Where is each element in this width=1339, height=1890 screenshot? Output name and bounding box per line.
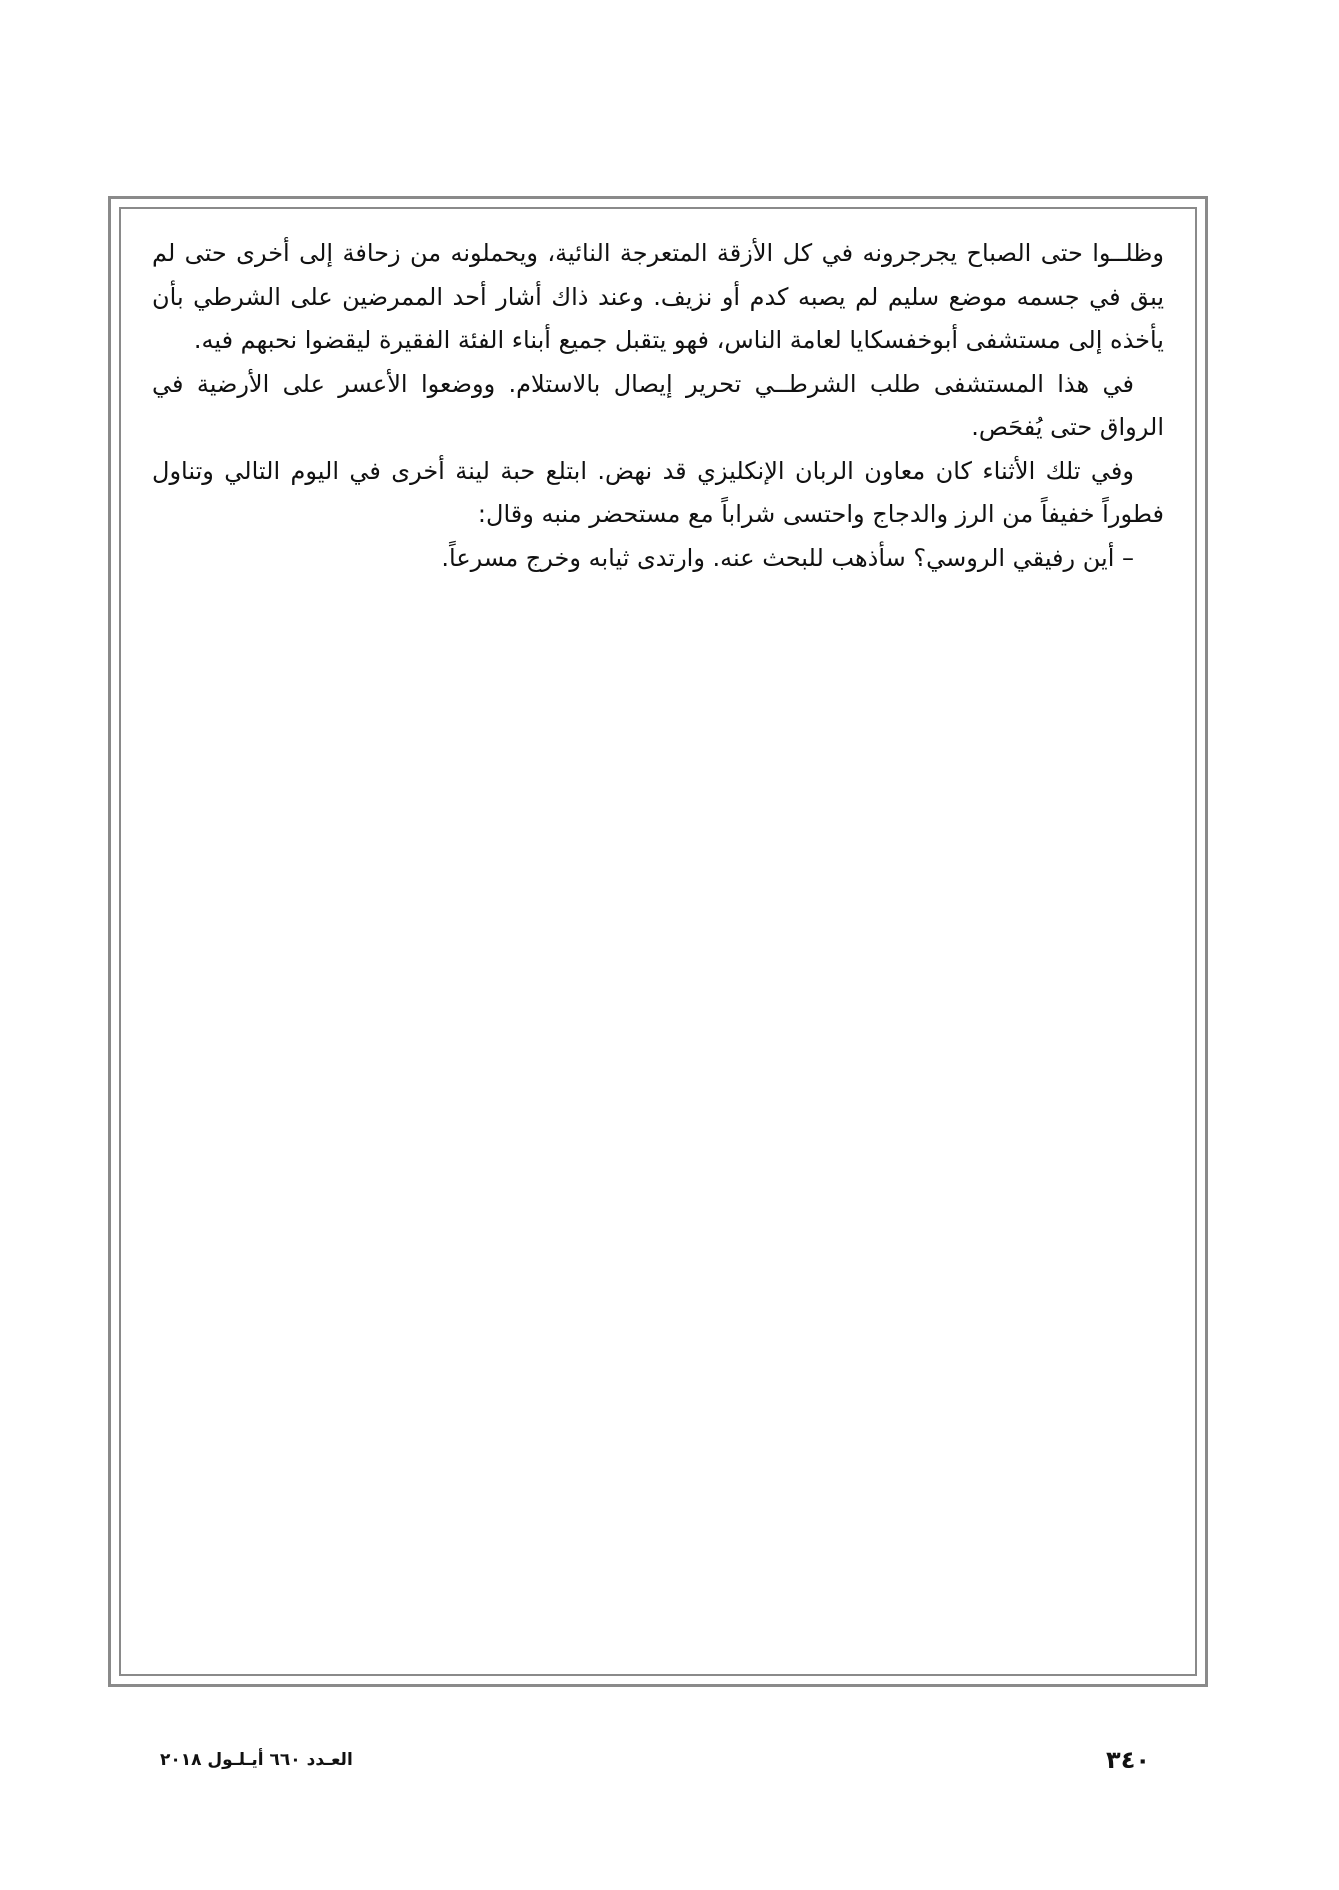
paragraph-1: وظلــوا حتى الصباح يجرجرونه في كل الأزقة المتعرجة النائية، ويحملونه من زحافة إلى أخرى حتى لم يبق في جسمه موضع سليم لم يصبه كدم أو نزيف. وعند ذاك أشار أحد الممرضين على الشرطي بأن يأخذه إلى مستشفى أبوخفسكايا لعامة الناس، فهو يتقبل جميع أبناء الفئة الفقيرة ليقضوا نحبهم فيه. <box>152 239 1164 354</box>
page-footer <box>150 1746 1160 1776</box>
article-body <box>152 232 1164 580</box>
issue-info: العـدد ٦٦٠ أيـلـول ٢٠١٨ <box>160 1750 353 1770</box>
page-number: ٣٤٠ <box>1106 1746 1150 1774</box>
paragraph-4-dialogue: – أين رفيقي الروسي؟ سأذهب للبحث عنه. وارتدى ثيابه وخرج مسرعاً. <box>441 543 1134 572</box>
paragraph-2: في هذا المستشفى طلب الشرطــي تحرير إيصال بالاستلام. ووضعوا الأعسر على الأرضية في الرواق حتى يُفحَص. <box>152 369 1164 441</box>
paragraph-3: وفي تلك الأثناء كان معاون الربان الإنكليزي قد نهض. ابتلع حبة لينة أخرى في اليوم التالي وتناول فطوراً خفيفاً من الرز والدجاج واحتسى شراباً مع مستحضر منبه وقال: <box>152 456 1164 528</box>
